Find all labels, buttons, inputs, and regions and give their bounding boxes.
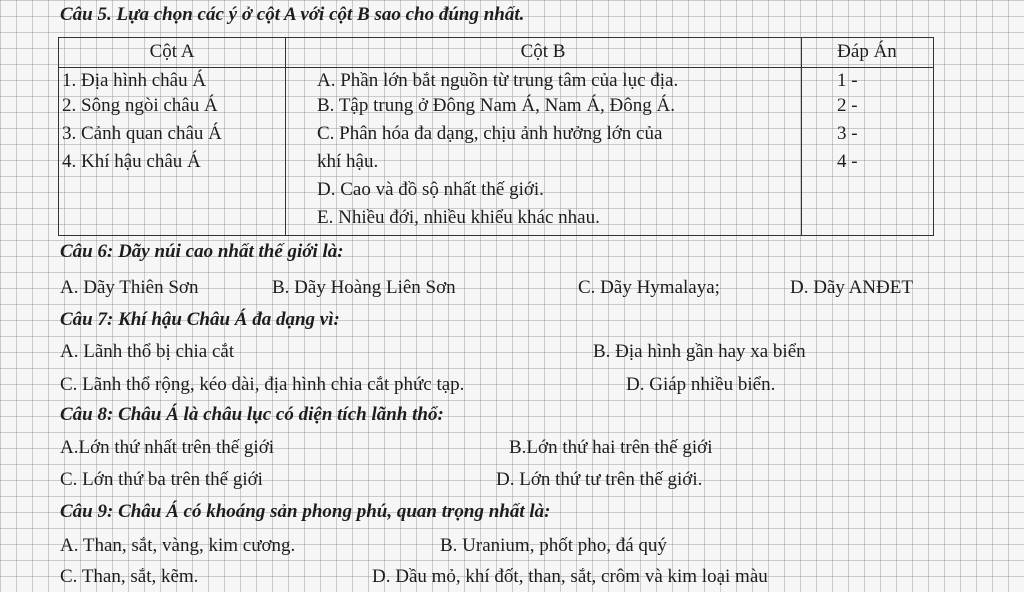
q7-option-b[interactable]: B. Địa hình gần hay xa biển (593, 341, 806, 362)
q8-option-d[interactable]: D. Lớn thứ tư trên thế giới. (496, 469, 703, 490)
table-header-divider (59, 67, 933, 68)
q7-option-d[interactable]: D. Giáp nhiều biển. (626, 374, 776, 395)
q6-title: Câu 6: Dãy núi cao nhất thế giới là: (60, 241, 344, 262)
header-col-a: Cột A (149, 41, 195, 62)
q8-option-b[interactable]: B.Lớn thứ hai trên thế giới (509, 437, 713, 458)
col-b-item: C. Phân hóa đa dạng, chịu ảnh hưởng lớn của (317, 123, 663, 144)
matching-table (58, 37, 934, 236)
q6-option-a[interactable]: A. Dãy Thiên Sơn (60, 277, 199, 298)
q7-option-c[interactable]: C. Lãnh thổ rộng, kéo dài, địa hình chia cắt phức tạp. (60, 374, 465, 395)
q9-option-d[interactable]: D. Dầu mỏ, khí đốt, than, sắt, crôm và kim loại màu (372, 566, 768, 587)
q8-title: Câu 8: Châu Á là châu lục có diện tích lãnh thổ: (60, 404, 444, 425)
col-b-item: khí hậu. (317, 151, 379, 172)
q5-title: Câu 5. Lựa chọn các ý ở cột A với cột B sao cho đúng nhất. (60, 4, 525, 25)
q9-option-a[interactable]: A. Than, sắt, vàng, kim cương. (60, 535, 296, 556)
answer-slot[interactable]: 1 - (837, 70, 858, 91)
q9-option-b[interactable]: B. Uranium, phốt pho, đá quý (440, 535, 667, 556)
col-a-item: 4. Khí hậu châu Á (62, 151, 201, 172)
q7-title: Câu 7: Khí hậu Châu Á đa dạng vì: (60, 309, 340, 330)
header-col-b: Cột B (520, 41, 566, 62)
q9-option-c[interactable]: C. Than, sắt, kẽm. (60, 566, 199, 587)
q8-option-a[interactable]: A.Lớn thứ nhất trên thế giới (60, 437, 275, 458)
col-b-item: A. Phần lớn bắt nguồn từ trung tâm của lục địa. (317, 70, 679, 91)
col-a-item: 1. Địa hình châu Á (62, 70, 207, 91)
col-b-item: B. Tập trung ở Đông Nam Á, Nam Á, Đông Á. (317, 95, 675, 116)
q6-option-d[interactable]: D. Dãy ANĐET (790, 277, 913, 298)
answer-slot[interactable]: 2 - (837, 95, 858, 116)
answer-slot[interactable]: 3 - (837, 123, 858, 144)
col-a-item: 3. Cảnh quan châu Á (62, 123, 222, 144)
q8-option-c[interactable]: C. Lớn thứ ba trên thế giới (60, 469, 263, 490)
col-b-item: D. Cao và đồ sộ nhất thế giới. (317, 179, 544, 200)
col-b-item: E. Nhiều đới, nhiều khiểu khác nhau. (317, 207, 600, 228)
header-answer: Đáp Án (837, 41, 897, 62)
q7-option-a[interactable]: A. Lãnh thổ bị chia cắt (60, 341, 235, 362)
q6-option-b[interactable]: B. Dãy Hoàng Liên Sơn (272, 277, 456, 298)
q9-title: Câu 9: Châu Á có khoáng sản phong phú, quan trọng nhất là: (60, 501, 551, 522)
answer-slot[interactable]: 4 - (837, 151, 858, 172)
col-a-item: 2. Sông ngòi châu Á (62, 95, 218, 116)
q6-option-c[interactable]: C. Dãy Hymalaya; (578, 277, 720, 298)
